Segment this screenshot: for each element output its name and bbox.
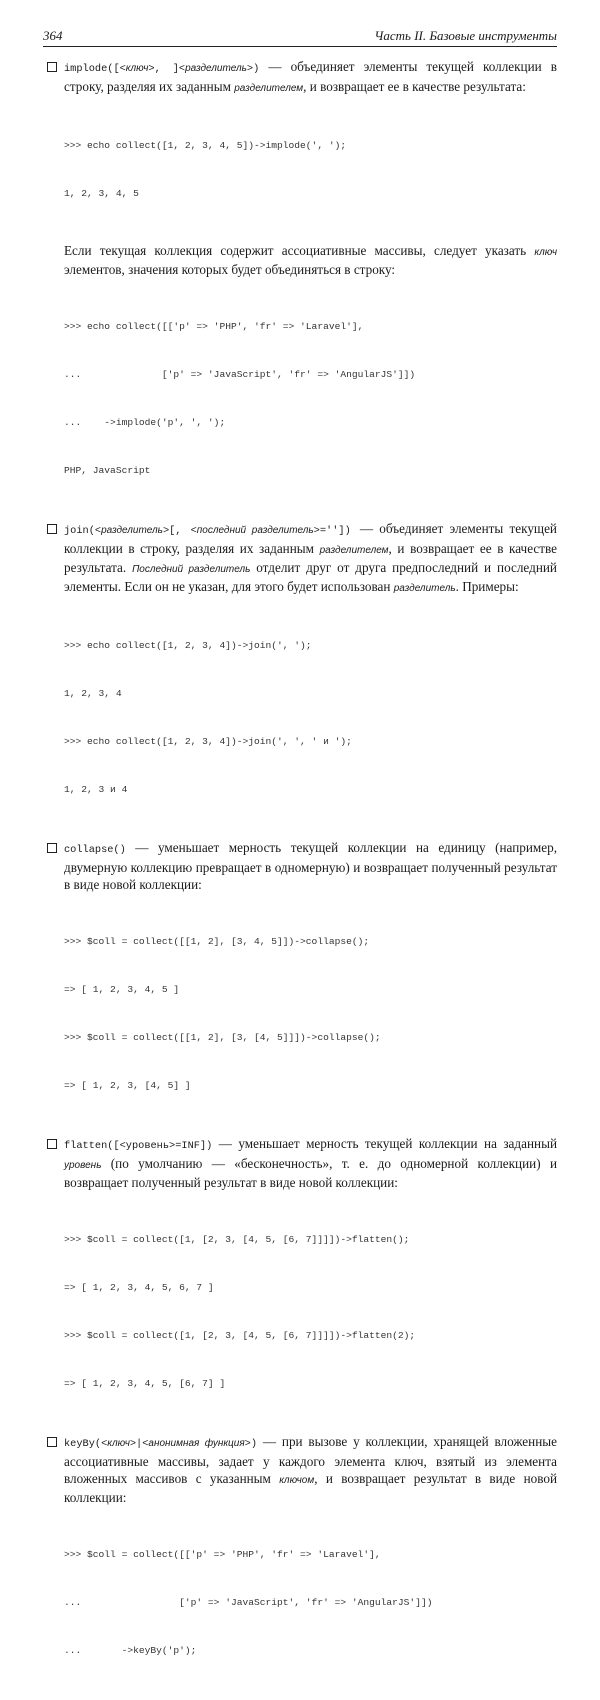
- implode-signature: implode([<ключ>, ]<разделитель>): [64, 63, 260, 75]
- keyby-signature: keyBy(<ключ>|<анонимная функция>): [64, 1438, 258, 1450]
- bullet-checkbox-icon: [47, 62, 57, 72]
- collapse-description: collapse() — уменьшает мерность текущей коллекции на единицу (например, двумерную коллекцию превращает в одномерную) и возвращает полученный результат в виде новой коллекции:: [64, 840, 557, 892]
- code-line: >>> echo collect([1, 2, 3, 4, 5])->implode(', ');: [64, 140, 347, 151]
- code-line: ... ['p' => 'JavaScript', 'fr' => 'AngularJS']]): [64, 369, 416, 380]
- bullet-checkbox-icon: [47, 1139, 57, 1149]
- code-line: => [ 1, 2, 3, 4, 5, [6, 7] ]: [64, 1378, 226, 1389]
- flatten-description: flatten([<уровень>=INF]) — уменьшает мерность текущей коллекции на заданный уровень (по умолчанию — «бесконечность», т. е. до одномерной коллекции) и возвращает полученный результат в виде новой коллекции:: [64, 1136, 557, 1190]
- code-line: >>> $coll = collect([[1, 2], [3, 4, 5]])->collapse();: [64, 936, 370, 947]
- code-line: >>> $coll = collect([['p' => 'PHP', 'fr' => 'Laravel'],: [64, 1549, 381, 1560]
- code-line: PHP, JavaScript: [64, 465, 151, 476]
- method-keyby: [43, 1433, 557, 1691]
- join-code-example: [64, 606, 557, 830]
- flatten-signature: flatten([<уровень>=INF]): [64, 1140, 213, 1152]
- bullet-checkbox-icon: [47, 1437, 57, 1447]
- implode-code-example-2: [64, 287, 557, 511]
- implode-code-example-1: [64, 106, 557, 234]
- collapse-code-example: [64, 902, 557, 1126]
- implode-description: implode([<ключ>, ]<разделитель>) — объединяет элементы текущей коллекции в строку, разделяя их заданным разделителем, и возвращает ее в качестве результата:: [64, 59, 557, 94]
- code-line: => [ 1, 2, 3, 4, 5, 6, 7 ]: [64, 1282, 214, 1293]
- method-collapse: [43, 839, 557, 1126]
- code-line: >>> $coll = collect([1, [2, 3, [4, 5, [6, 7]]]])->flatten();: [64, 1234, 410, 1245]
- keyby-description: keyBy(<ключ>|<анонимная функция>) — при вызове у коллекции, хранящей вложенные ассоциативные массивы, задает у каждого элемента ключ, взятый из элемента вложенных массивов с указанным ключом, и возвращает результат в виде новой коллекции:: [64, 1434, 558, 1505]
- code-line: >>> $coll = collect([1, [2, 3, [4, 5, [6, 7]]]])->flatten(2);: [64, 1330, 416, 1341]
- code-line: >>> echo collect([1, 2, 3, 4])->join(', ', ' и ');: [64, 736, 352, 747]
- method-flatten: [43, 1135, 557, 1424]
- code-line: ... ['p' => 'JavaScript', 'fr' => 'AngularJS']]): [64, 1597, 433, 1608]
- method-join: [43, 520, 557, 830]
- collapse-signature: collapse(): [64, 844, 126, 856]
- bullet-checkbox-icon: [47, 524, 57, 534]
- code-line: ... ->implode('p', ', ');: [64, 417, 226, 428]
- code-line: >>> echo collect([['p' => 'PHP', 'fr' => 'Laravel'],: [64, 321, 364, 332]
- flatten-code-example: [64, 1200, 557, 1424]
- code-line: => [ 1, 2, 3, [4, 5] ]: [64, 1080, 191, 1091]
- page-header: [43, 22, 557, 47]
- page-number: 364: [43, 28, 63, 43]
- method-implode: [43, 58, 557, 511]
- code-line: ... ->keyBy('p');: [64, 1645, 197, 1656]
- keyby-code-example: [64, 1515, 557, 1691]
- join-description: join(<разделитель>[, <последний разделитель>='']) — объединяет элементы текущей коллекции в строку, разделяя их заданным разделителем, и возвращает ее в качестве результата. Последний разделитель отделит друг от друга предпоследний и последний элементы. Если он не указан, для этого будет использован разделитель. Примеры:: [64, 521, 557, 594]
- code-line: 1, 2, 3, 4: [64, 688, 122, 699]
- implode-note: Если текущая коллекция содержит ассоциативные массивы, следует указать ключ элементов, значения которых будет объединяться в строку:: [64, 243, 557, 277]
- code-line: => [ 1, 2, 3, 4, 5 ]: [64, 984, 180, 995]
- code-line: >>> echo collect([1, 2, 3, 4])->join(', ');: [64, 640, 312, 651]
- bullet-checkbox-icon: [47, 843, 57, 853]
- code-line: 1, 2, 3, 4, 5: [64, 188, 139, 199]
- join-signature: join(<разделитель>[, <последний разделитель>='']): [64, 525, 360, 537]
- code-line: 1, 2, 3 и 4: [64, 784, 128, 795]
- running-title: Часть II. Базовые инструменты: [374, 28, 557, 43]
- code-line: >>> $coll = collect([[1, 2], [3, [4, 5]]])->collapse();: [64, 1032, 381, 1043]
- page-content: [43, 58, 557, 1700]
